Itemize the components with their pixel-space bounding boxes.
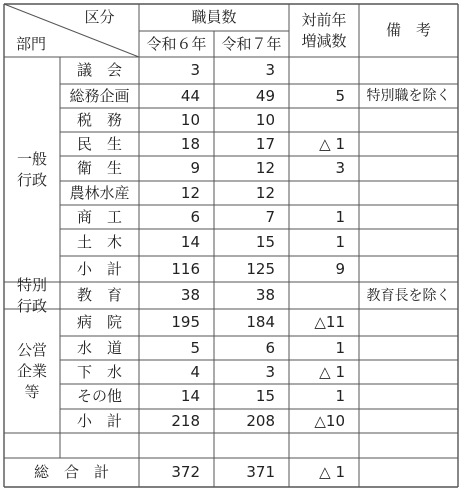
- remarks-value: [359, 108, 458, 132]
- row-name: 小 計: [76, 411, 122, 430]
- diff-value: △10: [314, 411, 345, 430]
- remarks-value: [359, 384, 458, 409]
- r6-value: 14: [180, 233, 200, 251]
- remarks-value: [359, 309, 458, 336]
- category-line: 行政: [16, 170, 47, 189]
- diff-value: [289, 108, 359, 132]
- remarks-value: 教育長を除く: [366, 287, 451, 304]
- total-r7: 371: [246, 463, 275, 481]
- remarks-value: [359, 181, 458, 205]
- r6-value: 3: [190, 61, 200, 79]
- r7-value: 12: [255, 159, 275, 177]
- remarks-value: [359, 205, 458, 229]
- r7-value: 125: [246, 259, 275, 278]
- r7-value: 3: [265, 362, 275, 381]
- r7-value: 184: [246, 313, 275, 331]
- total-diff: △ 1: [319, 463, 345, 481]
- row-name: 衛 生: [76, 159, 122, 177]
- r7-value: 15: [255, 233, 275, 251]
- remarks-value: [359, 409, 458, 433]
- row-name: 税 務: [76, 110, 122, 129]
- remarks-value: [359, 132, 458, 156]
- r6-value: 4: [190, 362, 200, 381]
- r7-value: 10: [255, 110, 275, 129]
- row-name: 商 工: [76, 207, 122, 226]
- diff-value: 5: [335, 86, 345, 105]
- change-header-line: 対前年: [301, 10, 347, 29]
- remarks-value: [359, 57, 458, 84]
- r6-value: 18: [180, 134, 200, 153]
- row-name: 下 水: [76, 362, 122, 381]
- r6-value: 218: [171, 411, 200, 430]
- category-line: 公営: [16, 340, 47, 359]
- remarks-value: [359, 336, 458, 360]
- r7-value: 7: [265, 207, 275, 226]
- diff-value: [289, 282, 359, 309]
- total-remarks: [359, 458, 458, 487]
- r6-value: 44: [180, 86, 200, 105]
- remarks-value: 特別職を除く: [366, 88, 451, 104]
- category-line: 特別: [16, 275, 47, 294]
- year1-header: 令和６年: [146, 34, 207, 53]
- r7-value: 49: [255, 86, 275, 105]
- diff-value: △ 1: [319, 134, 345, 153]
- r7-value: 38: [255, 286, 275, 304]
- r6-value: 14: [180, 387, 200, 405]
- diff-value: [289, 181, 359, 205]
- r6-value: 12: [180, 183, 200, 202]
- remarks-value: [359, 256, 458, 282]
- total-r6: 372: [171, 463, 200, 481]
- r6-value: 116: [171, 259, 200, 278]
- diff-value: 1: [335, 207, 345, 226]
- total-label: 総 合 計: [33, 463, 109, 481]
- remarks-value: [359, 156, 458, 181]
- diff-value: 1: [335, 387, 345, 405]
- r6-value: 195: [171, 313, 200, 331]
- staff-count-header: 職員数: [191, 8, 237, 26]
- r6-value: 6: [190, 207, 200, 226]
- diff-value: 1: [335, 233, 345, 251]
- diff-value: 3: [335, 159, 345, 177]
- category-label: [4, 309, 60, 433]
- row-name: 水 道: [76, 338, 122, 357]
- row-name: 議 会: [76, 61, 122, 79]
- row-name: 総務企画: [69, 86, 130, 105]
- diff-value: 9: [335, 259, 345, 278]
- r6-value: 5: [190, 338, 200, 357]
- r7-value: 17: [255, 134, 275, 153]
- r6-value: 9: [190, 159, 200, 177]
- r6-value: 10: [180, 110, 200, 129]
- category-label: [4, 57, 60, 282]
- row-name: 小 計: [76, 259, 122, 278]
- row-name: その他: [76, 387, 122, 405]
- remarks-value: [359, 229, 458, 256]
- diff-value: △ 1: [319, 362, 345, 381]
- r6-value: 38: [180, 286, 200, 304]
- row-name: 農林水産: [69, 183, 130, 202]
- category-line: 一般: [16, 149, 47, 168]
- row-name: 病 院: [76, 313, 122, 331]
- category-line: 等: [24, 382, 40, 401]
- row-name: 民 生: [76, 134, 122, 153]
- category-line: 企業: [16, 361, 47, 380]
- diff-value: △11: [314, 313, 345, 331]
- change-header: [289, 4, 359, 57]
- remarks-value: [359, 360, 458, 384]
- r7-value: 12: [255, 183, 275, 202]
- r7-value: 15: [255, 387, 275, 405]
- corner-top-label: 区分: [84, 8, 115, 26]
- diff-value: 1: [335, 338, 345, 357]
- row-name: 土 木: [76, 233, 122, 251]
- row-name: 教 育: [76, 286, 122, 304]
- r7-value: 6: [265, 338, 275, 357]
- r7-value: 208: [246, 411, 275, 430]
- corner-bottom-label: 部門: [16, 34, 47, 53]
- change-header-line: 増減数: [301, 31, 347, 50]
- year2-header: 令和７年: [221, 34, 282, 53]
- diff-value: [289, 57, 359, 84]
- remarks-header: 備 考: [385, 21, 431, 39]
- category-line: 行政: [16, 296, 47, 315]
- r7-value: 3: [265, 61, 275, 79]
- category-label: [4, 275, 60, 315]
